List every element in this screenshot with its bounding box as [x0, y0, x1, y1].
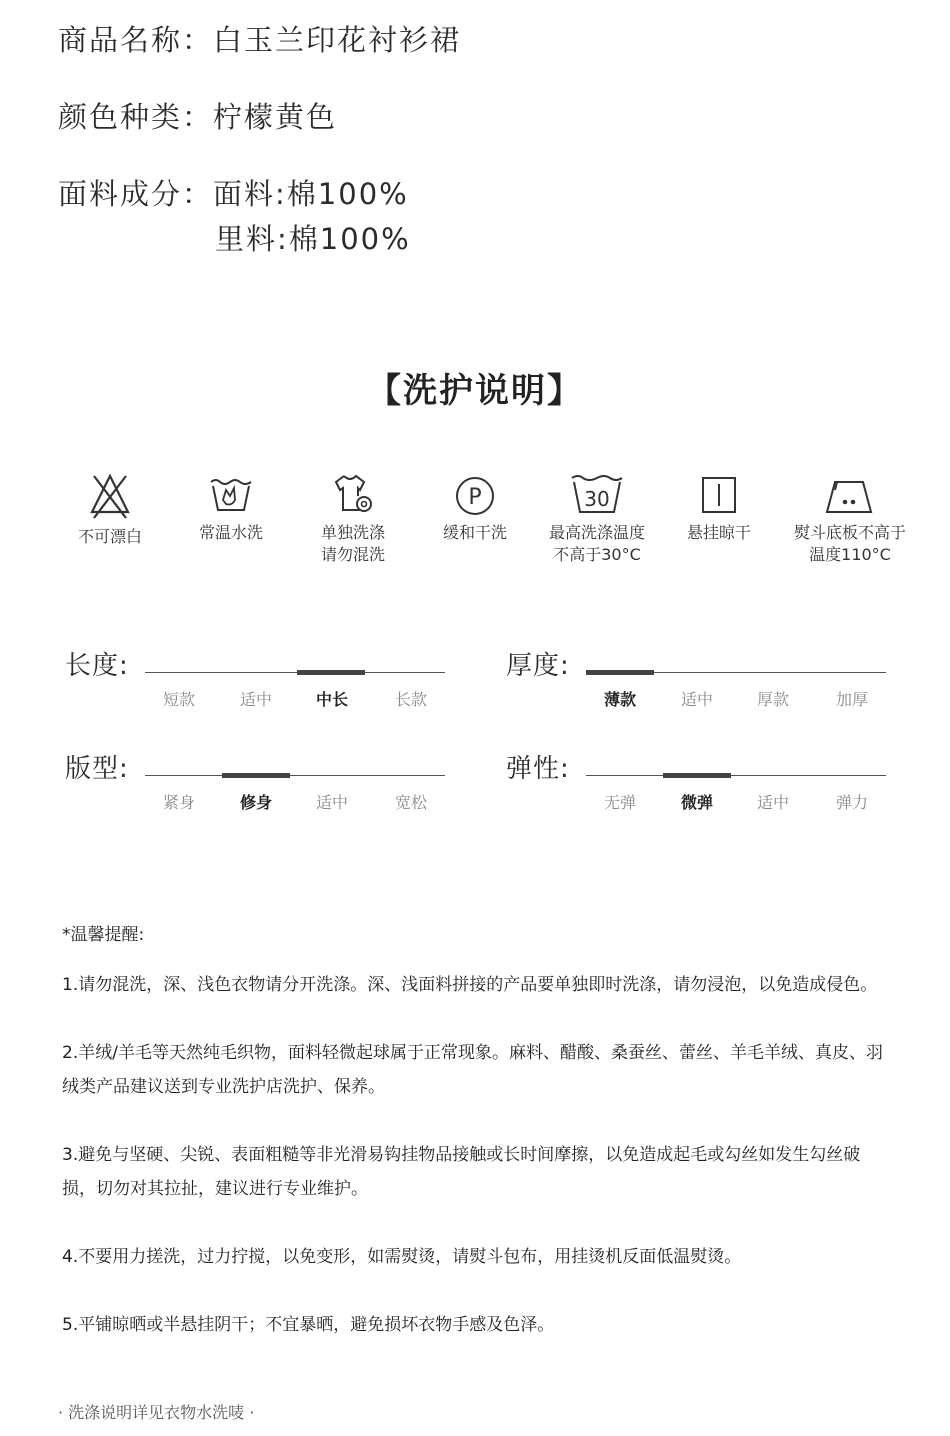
dry-clean-p-icon — [452, 470, 498, 516]
product-lining-row — [215, 217, 411, 258]
wash-temp-symbol: 30 — [584, 487, 610, 511]
elasticity-option: 弹力 — [835, 793, 868, 812]
product-color-label: 颜色种类： — [58, 100, 214, 134]
fit-option: 适中 — [315, 793, 348, 812]
care-item-wash-30 — [532, 470, 662, 566]
tip-item: 1.请勿混洗，深、浅色衣物请分开洗涤。深、浅面料拼接的产品要单独即时洗涤，请勿浸泡，以免造成侵色。 — [62, 975, 878, 995]
care-label: 缓和干洗 — [442, 523, 507, 542]
thickness-option-selected: 薄款 — [603, 690, 636, 709]
thickness-label: 厚度: — [506, 651, 570, 681]
thickness-scale — [506, 645, 946, 715]
length-option-selected: 中长 — [315, 690, 348, 709]
care-label: 温度110°C — [809, 545, 891, 564]
elasticity-scale — [506, 748, 946, 818]
dry-clean-symbol: P — [468, 485, 482, 510]
tips-footer: · 洗涤说明详见衣物水洗唛 · — [58, 1403, 255, 1422]
tip-item: 2.羊绒/羊毛等天然纯毛织物，面料轻微起球属于正常现象。麻料、醋酸、桑蚕丝、蕾丝、羊毛羊绒、真皮、羽绒类产品建议送到专业洗护店洗护、保养。 — [62, 1043, 883, 1097]
line-dry-icon — [699, 470, 739, 516]
iron-low-icon — [823, 470, 877, 516]
elasticity-option-selected: 微弹 — [680, 793, 713, 812]
length-scale — [65, 645, 505, 715]
thickness-option: 厚款 — [756, 690, 789, 709]
length-option: 适中 — [239, 690, 272, 709]
care-label: 请勿混洗 — [320, 545, 385, 564]
fit-label: 版型: — [65, 754, 129, 784]
hand-wash-icon — [208, 470, 254, 516]
tips-heading: *温馨提醒: — [62, 925, 145, 945]
product-lining-value: 里料:棉100% — [215, 222, 411, 256]
elasticity-track — [586, 775, 886, 776]
length-option: 长款 — [394, 690, 427, 709]
thickness-option: 加厚 — [835, 690, 868, 709]
product-name-value: 白玉兰印花衬衫裙 — [213, 23, 462, 57]
care-item-line-dry — [654, 470, 784, 544]
fit-option-selected: 修身 — [239, 793, 272, 812]
length-label: 长度: — [65, 651, 129, 681]
elasticity-indicator — [663, 773, 731, 778]
thickness-option: 适中 — [680, 690, 713, 709]
fit-option: 紧身 — [162, 793, 195, 812]
fit-indicator — [222, 773, 290, 778]
care-label: 熨斗底板不高于 — [793, 523, 906, 542]
elasticity-option: 无弹 — [603, 793, 636, 812]
no-bleach-icon — [88, 470, 132, 520]
care-label: 最高洗涤温度 — [548, 523, 645, 542]
fit-track — [145, 775, 445, 776]
product-color-row — [58, 95, 337, 136]
care-item-iron-low — [785, 470, 915, 566]
wash-30-icon — [570, 470, 624, 516]
product-fabric-value: 面料:棉100% — [213, 177, 409, 211]
product-fabric-row — [58, 172, 409, 213]
tip-item: 4.不要用力搓洗，过力拧搅，以免变形，如需熨烫，请熨斗包布，用挂烫机反面低温熨烫。 — [62, 1247, 742, 1267]
care-title: 【洗护说明】 — [367, 371, 583, 411]
length-track — [145, 672, 445, 673]
wash-separately-icon — [330, 470, 376, 516]
thickness-track — [586, 672, 886, 673]
care-item-dry-clean — [410, 470, 540, 544]
care-label: 不可漂白 — [77, 527, 142, 546]
thickness-indicator — [586, 670, 654, 675]
fit-option: 宽松 — [394, 793, 427, 812]
product-name-row — [58, 18, 461, 59]
care-label: 常温水洗 — [198, 523, 263, 542]
fit-scale — [65, 748, 505, 818]
care-label: 不高于30°C — [553, 545, 641, 564]
product-color-value: 柠檬黄色 — [213, 100, 338, 134]
elasticity-label: 弹性: — [506, 754, 570, 784]
care-item-wash-separately — [288, 470, 418, 566]
length-indicator — [297, 670, 365, 675]
tips-section — [62, 918, 892, 1358]
care-item-no-bleach — [45, 470, 175, 548]
length-option: 短款 — [162, 690, 195, 709]
care-label: 悬挂晾干 — [686, 523, 751, 542]
tip-item: 3.避免与坚硬、尖锐、表面粗糙等非光滑易钩挂物品接触或长时间摩擦，以免造成起毛或勾丝如发生勾丝破损，切勿对其拉扯，建议进行专业维护。 — [62, 1145, 861, 1199]
product-fabric-label: 面料成分： — [58, 177, 214, 211]
care-label: 单独洗涤 — [320, 523, 385, 542]
elasticity-option: 适中 — [756, 793, 789, 812]
product-name-label: 商品名称： — [58, 23, 214, 57]
tip-item: 5.平铺晾晒或半悬挂阴干；不宜暴晒，避免损坏衣物手感及色泽。 — [62, 1315, 555, 1335]
care-item-hand-wash — [166, 470, 296, 544]
